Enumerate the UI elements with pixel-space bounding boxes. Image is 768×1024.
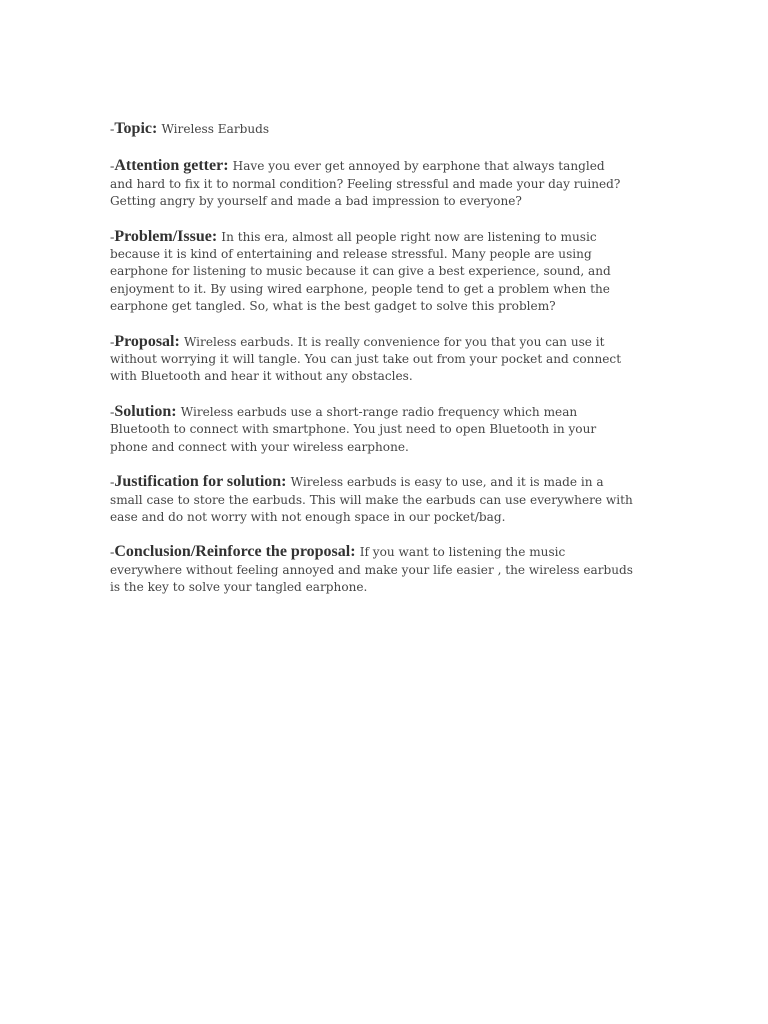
section-text: Wireless earbuds use a short-range radio frequency which mean (180, 404, 578, 419)
section-heading-attention-getter: Attention getter: (114, 157, 229, 175)
section-solution-line-1 (110, 403, 650, 421)
section-text: If you want to listening the music (359, 545, 566, 560)
document-content (110, 120, 650, 614)
section-text: Wireless Earbuds (161, 122, 270, 136)
section-dash: - (110, 158, 115, 174)
section-topic-line-1 (110, 120, 650, 138)
section-text-line: is the key to solve your tangled earphone. (110, 580, 368, 595)
section-text: In this era, almost all people right now are listening to music (221, 229, 597, 244)
section-justification (110, 473, 650, 526)
section-heading-problem-issue: Problem/Issue: (114, 227, 218, 245)
section-dash: - (110, 544, 115, 560)
section-proposal-line-1 (110, 333, 650, 351)
section-heading-justification: Justification for solution: (114, 473, 287, 491)
section-attention-getter-line-1 (110, 157, 650, 175)
section-heading-conclusion: Conclusion/Reinforce the proposal: (114, 543, 356, 561)
section-dash: - (110, 403, 115, 419)
section-text-line: and hard to fix it to normal condition? Feeling stressful and made your day ruined? (110, 176, 621, 191)
section-text-line: without worrying it will tangle. You can just take out from your pocket and connect (110, 352, 622, 367)
section-conclusion-line-1 (110, 543, 650, 561)
section-dash: - (110, 121, 115, 136)
section-justification-line-1 (110, 473, 650, 491)
section-text-line: everywhere without feeling annoyed and make your life easier , the wireless earbuds (110, 562, 633, 577)
section-problem-issue-line-1 (110, 228, 650, 246)
section-text-line: enjoyment to it. By using wired earphone, people tend to get a problem when the (110, 281, 610, 296)
section-text-line: earphone get tangled. So, what is the best gadget to solve this problem? (110, 299, 556, 314)
section-text: Wireless earbuds is easy to use, and it is made in a (290, 475, 604, 490)
section-text-line: phone and connect with your wireless earphone. (110, 439, 409, 454)
section-dash: - (110, 228, 115, 244)
section-text-line: small case to store the earbuds. This will make the earbuds can use everywhere with (110, 492, 633, 507)
section-text-line: Bluetooth to connect with smartphone. You just need to open Bluetooth in your (110, 422, 597, 437)
section-heading-topic: Topic: (114, 120, 158, 137)
section-heading-proposal: Proposal: (114, 332, 180, 350)
section-text: Wireless earbuds. It is really convenience for you that you can use it (183, 334, 605, 349)
section-text-line: with Bluetooth and hear it without any obstacles. (110, 369, 413, 384)
section-text-line: because it is kind of entertaining and release stressful. Many people are using (110, 247, 592, 262)
section-dash: - (110, 474, 115, 490)
section-problem-issue (110, 228, 650, 316)
section-attention-getter (110, 157, 650, 210)
section-text-line: earphone for listening to music because it can give a best experience, sound, and (110, 264, 611, 279)
section-solution (110, 403, 650, 456)
section-topic (110, 120, 650, 138)
section-dash: - (110, 333, 115, 349)
section-conclusion (110, 543, 650, 596)
section-heading-solution: Solution: (114, 402, 177, 420)
section-text-line: ease and do not worry with not enough space in our pocket/bag. (110, 509, 506, 524)
section-proposal (110, 333, 650, 386)
section-text-line: Getting angry by yourself and made a bad impression to everyone? (110, 194, 522, 209)
section-text: Have you ever get annoyed by earphone that always tangled (232, 159, 605, 174)
